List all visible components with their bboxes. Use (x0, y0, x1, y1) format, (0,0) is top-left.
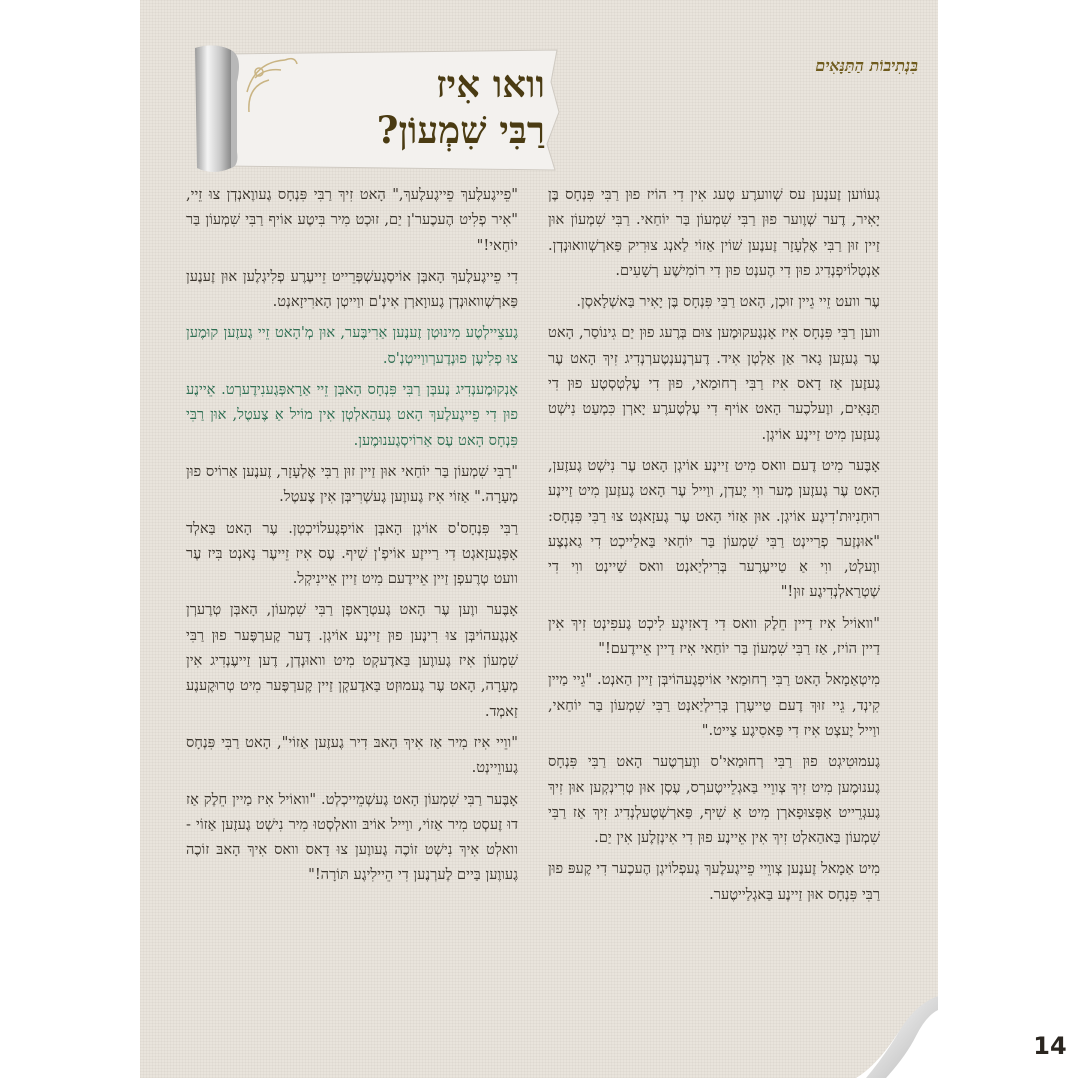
page-curl-icon (856, 996, 938, 1078)
page-title-line1: וואו אִיז (436, 62, 545, 106)
page-title-line2: רַבִּי שִׁמְעוֹן? (376, 108, 545, 152)
paragraph: אָבֶּער ווֶען עֶר הָאט גֶעטְרָאפְן רַבִּי שִׁמְעוֹן, הָאבְּן טְרֶערְן אָנְגֶעהוֹיבְּן צוּ רִינֶען פוּן זַיינֶע אוֹיגְן. דֶער קֶערְפֶּער פוּן רַבִּי שִׁמְעוֹן אִיז גֶעווֶען בַּאדֶעקְט מִיט וואוּנְדְן, דֶען זַייעֶנְדִיג אִין מְעָרָה, הָאט עֶר גֶעמוּזְט בַּאדֶעקְן זַיין קֶערְפֶּער מִיט טְרוּקֶענֶע זַאמְד. (186, 601, 518, 720)
highlighted-paragraph: גֶעצֵיילְטֶע מִינוּטְן זֶענֶען אַרִיבֶּער, אוּן מְ'הָאט זֵיי גֶעזֶען קוּמֶען צוּ פְלִיעֶן פוּנְדֶערְווַייטְנְ'ס. (186, 324, 518, 367)
paragraph: ווען רַבִּי פִּנְחָס אִיז אָנְגֶעקוּמֶען צוּם בְּרֶעג פוּן יַם גִינוֹסַר, הָאט עֶר גֶעזֶען גָאר אַן אַלְטְן אִיד. דֶערְנֶענְטֶערְנְדִיג זִיךְ הָאט עֶר גֶעזֶען אַז דָאס אִיז רַבִּי רְחוּמַאי, פוּן דִי עֶלְטְסְטֶע פוּן דִי תַּנָּאִים, ווֶעלכֶער הָאט אוֹיף דִי עֶלְטֶערֶע יָארְן כִּמְעַט נִישְׁט גֶעזֶען מִיט זַיינֶע אוֹיגְן. (548, 324, 880, 443)
paragraph: רַבִּי פִּנְחָס'ס אוֹיגְן הָאבְּן אוֹיפְגֶעלוֹיכְטְן. עֶר הָאט בַּאלְד אָפְּגֶעזָאגְט דִי רַייזֶע אוֹיפְ'ן שִׁיף. עֶס אִיז זֵייעֶר נָאנְט בִּיז עֶר וועט טְרֶעפְן זַיין אֵיידֶעם מִיט זַיין אֵיינִיקְל. (186, 519, 518, 588)
title-banner (185, 42, 565, 172)
paragraph: מִיטְאַמָאל הָאט רַבִּי רְחוּמַאי אוֹיפְגֶעהוֹיבְּן זַיין הַאנְט. "גֵיי מַיין קִינְד, גֵיי זוּךְ דֶעם טַייעֶרְן בְּרִילְיַאנְט רַבִּי שִׁמְעוֹן בַּר יוֹחַאי, ווַייל יֶעצְט אִיז דִי פַּאסִיגֶע צַייט." (548, 671, 880, 739)
page-number: 14 (1033, 1032, 1067, 1060)
section-header: בִּנְתִיבוֹת הַתַּנָּאִים (815, 56, 918, 75)
paragraph: גֶעמוּטִיגְט פוּן רַבִּי רְחוּמַאי'ס ווֶערְטֶער הָאט רַבִּי פִּנְחָס גֶענוּמֶען מִיט זִיךְ צְווֵיי בַּאגְלֵייטֶערְס, עֶסְן אוּן טְרִינְקְען אוּן זִיךְ גֶעגְרֵייט אַפְּצוּפָארְן מִיט אַ שִׁיף, פַּארְשְׁטֶעלְנְדִיג זִיךְ אַז רַבִּי שִׁמְעוֹן בַּאהַאלְט זִיךְ אִין אֵיינֶע פוּן דִי אִינְזְלֶען אִין יַם. (548, 753, 880, 847)
paragraph: "ווֵיי אִיז מִיר אַז אִיךְ הָאבּ דִיר גֶעזֶען אַזוֹי", הָאט רַבִּי פִּנְחָס גֶעווֵיינְט. (186, 733, 518, 777)
paragraph: אָבֶּער רַבִּי שִׁמְעוֹן הָאט גֶעשְׁמֵייכְלְט. "וואוֹיל אִיז מַיין חֵלֶק אַז דוּ זֶעסְט מִיר אַזוֹי, ווַייל אוֹיבּ וואלְסְטוּ מִיר נִישְׁט גֶעזֶען אַזוֹי - וואלְט אִיךְ נִישְׁט זוֹכֶה גֶעווֶען צוּ דָאס וואס אִיךְ הָאבּ זוֹכֶה גֶעווֶען בַּיים לֶערְנֶען דִי הֵיילִיגֶע תּוֹרָה!" (186, 790, 518, 884)
paragraph: מִיט אַמָאל זֶענֶען צְווֵיי פֵייגֶעלֶעךְ גֶעפְלוֹיגְן הֶעכֶער דִי קֶעפּ פוּן רַבִּי פִּנְחָס אוּן זַיינֶע בַּאגְלַייטֶער. (548, 860, 880, 903)
magazine-page (140, 0, 1067, 1078)
paragraph: "וואוֹיל אִיז דַיין חֵלֶק וואס דִי דָאזִיגֶע לִיכְט גֶעפִינְט זִיךְ אִין דַיין הוֹיז, אַז רַבִּי שִׁמְעוֹן בַּר יוֹחַאי אִיז דַיין אֵיידֶעם!" (548, 614, 880, 658)
paragraph: דִי פֵייגֶעלֶעךְ הָאבְּן אוֹיסְגֶעשְׁפְּרֵייט זֵייעֶרֶע פְלִיגְלֶען אוּן זֶענֶען פַּארְשְׁוואוּנְדְן גֶעווָארְן אִינְ'ם ווַייטְן הָארִיזָאנְט. (186, 267, 518, 311)
paragraph: עֶר וועט זֵיי גֵיין זוּכְן, הָאט רַבִּי פִּנְחָס בֶּן יָאִיר בַּאשְׁלָאסְן. (576, 293, 880, 311)
highlighted-paragraph: אָנְקוּמֶענְדִיג נֶעבְּן רַבִּי פִּנְחָס הָאבְּן זֵיי אַרָאפְּגֶענִידֶערְט. אֵיינֶע פוּן דִי פֵייגֶעלֶעךְ הָאט גֶעהַאלְטְן אִין מוֹיל אַ צֶעטֶל, אוּן רַבִּי פִּנְחָס הָאט עֶס אַרוֹיסְגֶענוּמֶען. (186, 381, 518, 449)
article-column-right (548, 182, 880, 913)
paragraph: "פֵייגֶעלֶעךְ פֵייגֶעלֶעךְ," הָאט זִיךְ רַבִּי פִּנְחָס גֶעווֶאנְדְן צוּ זֵיי, "אִיר פְלִיט הֶעכֶער'ן יַם, זוּכְט מִיר בִּיטֶע אוֹיף רַבִּי שִׁמְעוֹן בַּר יוֹחַאי!" (186, 186, 518, 254)
paragraph: אָבֶּער מִיט דֶעם וואס מִיט זַיינֶע אוֹיגְן הָאט עֶר נִישְׁט גֶעזֶען, הָאט עֶר גֶעזֶען מֶער ווִי יֶעדְן, ווַייל עֶר הָאט גֶעזֶען מִיט זַיינֶע רוּחָנִיוּת'דִיגֶע אוֹיגְן. אוּן אַזוֹי הָאט עֶר גֶעזָאגְט צוּ רַבִּי פִּנְחָס: "אוּנְזֶער פְרַיינְט רַבִּי שִׁמְעוֹן בַּר יוֹחַאי בַּאלַייכְט דִי גַאנְצֶע ווֶעלְט, ווִי אַ טַייעֶרֶער בְּרִילְיַאנְט וואס שַׁיינְט ווִי דִי שְׁטְרַאלְנְדִיגֶע זוּן!" (548, 456, 880, 601)
paragraph: גְעוֹוען זֶענֶען עס שְׁווערֶע טֶעג אִין דִי הוֹיז פוּן רַבִּי פִּנְחָס בֶּן יָאִיר, דֶער שְׁוֶוער פוּן רַבִּי שִׁמְעוֹן בַּר יוֹחַאי. רַבִּי שִׁמְעוֹן אוּן זַיין זוּן רַבִּי אֶלְעָזָר זֶענֶען שׁוֹין אַזוֹי לַאנְג צוּרִיק פַּארְשְׁוואוּנְדְן. אַנְטְלוֹיפְנְדִיג פוּן דִי הֶענְט פוּן דִי רוֹמִישֶׁע רְשָׁעִים. (548, 186, 880, 279)
paragraph: "רַבִּי שִׁמְעוֹן בַּר יוֹחַאי אוּן זַיין זוּן רַבִּי אֶלְעָזָר, זֶענֶען אַרוֹיס פוּן מְעָרָה." אַזוֹי אִיז גֶעווֶען גֶעשְׁרִיבְּן אִין צֶעטֶל. (186, 462, 518, 506)
article-column-left (186, 182, 518, 894)
